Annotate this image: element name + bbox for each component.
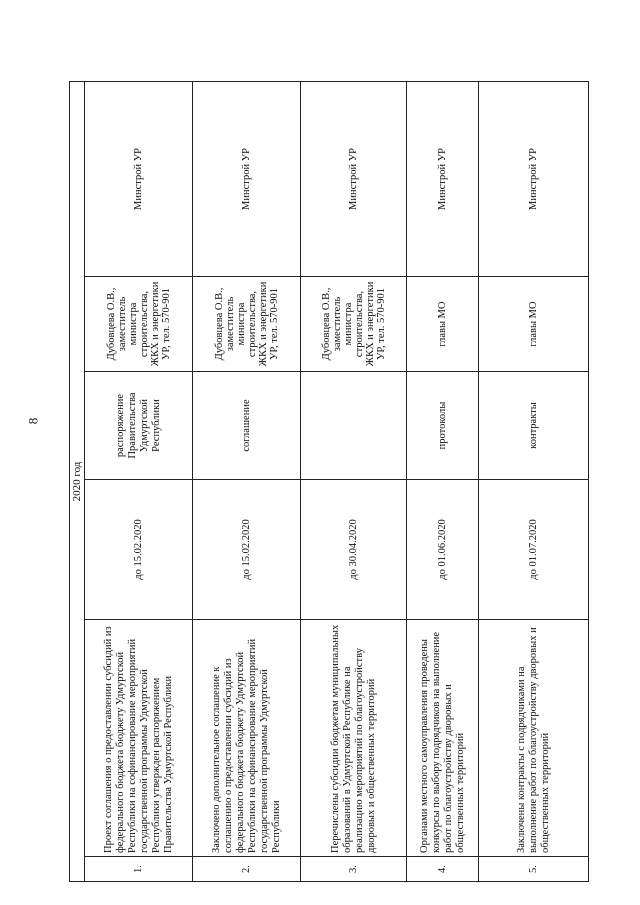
agency: Минстрой УР	[301, 81, 407, 276]
responsible: Дубовцева О.В., заместитель министра строительства, ЖКХ и энергетики УР, тел. 570-901	[301, 277, 407, 372]
responsible: главы МО	[479, 277, 589, 372]
table-row	[85, 81, 193, 881]
event-text: Органами местного самоуправления проведены конкурсы по выбору подрядчиков на выполнение работ по благоустройству дворовых и общественных территорий	[407, 620, 479, 857]
table-row	[479, 81, 589, 881]
agency: Минстрой УР	[193, 81, 301, 276]
document-type: соглашение	[193, 372, 301, 480]
document-type: протоколы	[407, 372, 479, 480]
responsible: Дубовцева О.В., заместитель министра строительства, ЖКХ и энергетики УР, тел. 570-901	[85, 277, 193, 372]
deadline: до 30.04.2020	[301, 480, 407, 620]
page-number: 8	[25, 417, 41, 425]
event-text: Проект соглашения о предоставлении субсидий из федерального бюджета бюджету Удмуртской Республики на софинансирование мероприятий государственной программы Удмуртской Республики утвержден распоряжением Правительства Удмуртской Республики	[85, 620, 193, 857]
rotated-page	[69, 82, 589, 882]
row-number: 2.	[193, 857, 301, 882]
deadline: до 01.06.2020	[407, 480, 479, 620]
year-header-row	[70, 81, 85, 881]
deadline: до 15.02.2020	[193, 480, 301, 620]
deadline: до 15.02.2020	[85, 480, 193, 620]
row-number: 4.	[407, 857, 479, 882]
row-number: 3.	[301, 857, 407, 882]
row-number: 1.	[85, 857, 193, 882]
schedule-table	[69, 81, 589, 882]
deadline: до 01.07.2020	[479, 480, 589, 620]
event-text: Заключены контракты с подрядчиками на выполнение работ по благоустройству дворовых и общественных территорий	[479, 620, 589, 857]
document-type	[301, 372, 407, 480]
responsible: Дубовцева О.В., заместитель министра строительства, ЖКХ и энергетики УР, тел. 570-901	[193, 277, 301, 372]
year-header: 2020 год	[70, 81, 85, 881]
table-row	[407, 81, 479, 881]
event-text: Заключено дополнительное соглашение к соглашению о предоставлении субсидий из федерального бюджета бюджету Удмуртской Республики на софинансирование мероприятий государственной программы Удмуртской Республики	[193, 620, 301, 857]
agency: Минстрой УР	[479, 81, 589, 276]
row-number: 5.	[479, 857, 589, 882]
table-row	[301, 81, 407, 881]
agency: Минстрой УР	[85, 81, 193, 276]
document-type: контракты	[479, 372, 589, 480]
event-text: Перечислены субсидии бюджетам муниципальных образований в Удмуртской Республике на реализацию мероприятий по благоустройству дворовых и общественных территорий	[301, 620, 407, 857]
table-row	[193, 81, 301, 881]
agency: Минстрой УР	[407, 81, 479, 276]
responsible: главы МО	[407, 277, 479, 372]
document-type: распоряжение Правительства Удмуртской Республики	[85, 372, 193, 480]
